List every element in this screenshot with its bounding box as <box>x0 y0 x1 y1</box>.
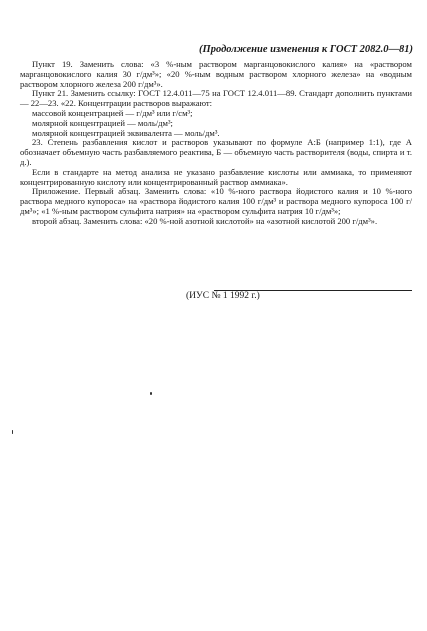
end-rule <box>214 290 412 291</box>
scan-speck <box>150 392 152 395</box>
paragraph-ammonia: Если в стандарте на метод анализа не указано разбавление кислоты или аммиака, то применяют концентрированную кислоту или концентрированный раствор аммиака». <box>20 166 412 187</box>
list-item-equivalent-concentration: молярной концентрацией эквивалента — моль/дм³. <box>32 127 220 138</box>
paragraph-appendix-second: второй абзац. Заменить слова: «20 %-ной азотной кислотой» на «азотной кислотой 200 г/дм³». <box>32 215 378 226</box>
paragraph-item-19: Пункт 19. Заменить слова: «3 %-ным раствором марганцовокислого калия» на «раствором марганцовокислого калия 30 г/дм³»; «20 %-ным водным раствором хлорного железа» на «водным раствором хлорного железа 200 г/дм³». <box>20 59 412 89</box>
paragraph-appendix-first: Приложение. Первый абзац. Заменить слова: «10 %-ного раствора йодистого калия и 10 %-ного раствора медного купороса» на «раствора йодистого калия 100 г/дм³ и раствора медного купороса 100 г/дм³»; «1 %-ным раствором сульфита натрия» на «раствором сульфита натрия 10 г/дм³»; <box>20 186 412 216</box>
document-body <box>20 60 412 227</box>
page-header: (Продолжение изменения к ГОСТ 2082.0—81) <box>199 44 413 55</box>
paragraph-item-23: 23. Степень разбавления кислот и растворов указывают по формуле А:Б (например 1:1), где А обозначает объемную часть разбавляемого реактива, Б — объемную часть растворителя (воды, спирта и т. д.). <box>20 137 412 167</box>
scan-speck <box>12 430 13 434</box>
list-item-mass-concentration: массовой концентрацией — г/дм³ или г/см³; <box>32 107 193 118</box>
issue-reference: (ИУС № 1 1992 г.) <box>186 291 260 301</box>
paragraph-item-21: Пункт 21. Заменить ссылку: ГОСТ 12.4.011—75 на ГОСТ 12.4.011—89. Стандарт дополнить пунктами — 22—23. «22. Концентрации растворов выражают: <box>20 88 412 109</box>
list-item-molar-concentration: молярной концентрацией — моль/дм³; <box>32 117 173 128</box>
